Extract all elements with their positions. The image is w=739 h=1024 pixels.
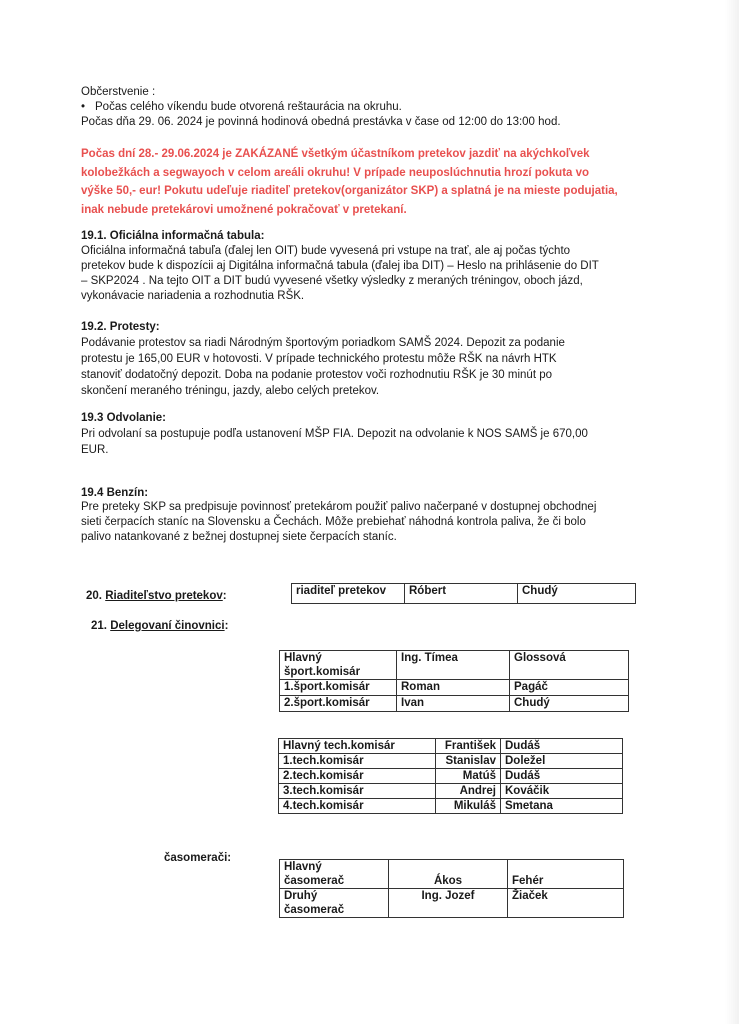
table-cell-first-name: Mikuláš — [436, 799, 501, 814]
table-cell-first-name: Roman — [397, 680, 510, 696]
table-cell-role: riaditeľ pretekov — [292, 584, 405, 604]
table-cell-first-name: František — [436, 739, 501, 754]
refreshments-bullet-text: Počas celého víkendu bude otvorená reštaurácia na okruhu. — [95, 101, 402, 113]
table-row — [280, 651, 629, 680]
section-20-title: Riaditeľstvo pretekov — [105, 590, 223, 602]
table-cell-role: Hlavný tech.komisár — [279, 739, 436, 754]
table-cell-last-name: Chudý — [510, 696, 629, 712]
warning-line: inak nebude pretekárovi umožnené pokračovať v pretekaní. — [81, 203, 407, 216]
section-20-colon: : — [222, 590, 227, 602]
timekeepers-label: časomerači: — [164, 852, 232, 864]
text-line: Pri odvolaní sa postupuje podľa ustanovení MŠP FIA. Depozit na odvolanie k NOS SAMŠ je 670,00 — [81, 428, 588, 440]
table-row — [279, 754, 623, 769]
table-cell-role: 1.šport.komisár — [280, 680, 397, 696]
table-row — [280, 889, 624, 918]
text-line: EUR. — [81, 444, 109, 456]
refreshments-bullet: • — [81, 101, 86, 113]
section-19-3-heading: 19.3 Odvolanie: — [81, 412, 167, 424]
text-line: pretekov bude k dispozícii aj Digitálna informačná tabula (ďalej iba DIT) – Heslo na prihlásenie do DIT — [81, 260, 599, 272]
table-cell-first-name: Ákos — [389, 860, 508, 889]
text-line: sieti čerpacích staníc na Slovensku a Čechách. Môže prebiehať náhodná kontrola paliva, že či bolo — [81, 516, 586, 528]
section-19-4-heading: 19.4 Benzín: — [81, 487, 149, 499]
table-row — [280, 680, 629, 696]
text-line: Pre preteky SKP sa predpisuje povinnosť pretekárom použiť palivo načerpané v dostupnej obchodnej — [81, 501, 597, 513]
text-line: – SKP2024 . Na tejto OIT a DIT budú vyvesené všetky výsledky z meraných tréningov, oboch jázd, — [81, 275, 583, 287]
table-row — [279, 784, 623, 799]
section-20-label — [86, 589, 227, 604]
table-row — [280, 696, 629, 712]
race-director-table — [291, 583, 636, 604]
lunch-break-text: Počas dňa 29. 06. 2024 je povinná hodinová obedná prestávka v čase od 12:00 do 13:00 hod. — [81, 116, 561, 128]
table-cell-last-name: Dudáš — [501, 769, 623, 784]
table-cell-first-name: Stanislav — [436, 754, 501, 769]
table-cell-first-name: Andrej — [436, 784, 501, 799]
text-line: Podávanie protestov sa riadi Národným športovým poriadkom SAMŠ 2024. Depozit za podanie — [81, 337, 565, 349]
table-cell-first-name: Ivan — [397, 696, 510, 712]
text-line: protestu je 165,00 EUR v hotovosti. V prípade technického protestu môže RŠK na návrh HTK — [81, 353, 557, 365]
section-19-2-body — [81, 335, 643, 399]
table-cell-last-name: Pagáč — [510, 680, 629, 696]
section-21-colon: : — [224, 620, 229, 632]
table-cell-last-name: Smetana — [501, 799, 623, 814]
table-cell-last-name: Glossová — [510, 651, 629, 680]
section-21-number: 21. — [91, 620, 107, 632]
section-21-label — [91, 619, 228, 634]
section-19-1-body — [81, 244, 651, 304]
table-cell-role: 3.tech.komisár — [279, 784, 436, 799]
section-19-2-heading: 19.2. Protesty: — [81, 321, 160, 333]
table-cell-first-name: Matúš — [436, 769, 501, 784]
table-cell-role: 2.šport.komisár — [280, 696, 397, 712]
table-row — [279, 769, 623, 784]
table-row — [279, 739, 623, 754]
table-cell-role: 4.tech.komisár — [279, 799, 436, 814]
text-line: Oficiálna informačná tabuľa (ďalej len OIT) bude vyvesená pri vstupe na trať, ale aj počas týchto — [81, 245, 571, 257]
table-cell-last-name: Doležel — [501, 754, 623, 769]
table-cell-role: Druhý časomerač — [280, 889, 389, 918]
table-cell-first-name: Róbert — [405, 584, 518, 604]
section-20-number: 20. — [86, 590, 102, 602]
table-cell-last-name: Dudáš — [501, 739, 623, 754]
warning-line: Počas dní 28.- 29.06.2024 je ZAKÁZANÉ všetkým účastníkom pretekov jazdiť na akýchkoľvek — [81, 148, 590, 160]
timekeepers-table — [279, 859, 624, 918]
warning-line: výške 50,- eur! Pokutu udeľuje riaditeľ pretekov(organizátor SKP) a splatná je na mieste podujatia, — [81, 185, 618, 197]
section-19-1-heading: 19.1. Oficiálna informačná tabula: — [81, 230, 265, 242]
tech-commissioners-table — [278, 738, 623, 814]
text-line: vykonávacie nariadenia a rozhodnutia RŠK. — [81, 290, 305, 302]
table-row — [279, 799, 623, 814]
table-cell-last-name: Fehér — [508, 860, 624, 889]
text-line: palivo natankované z bežnej dostupnej siete čerpacích staníc. — [81, 531, 397, 543]
sport-commissioners-table — [279, 650, 629, 712]
table-cell-last-name: Žiaček — [508, 889, 624, 918]
table-cell-last-name: Chudý — [518, 584, 636, 604]
table-row — [280, 860, 624, 889]
table-cell-role: 1.tech.komisár — [279, 754, 436, 769]
table-cell-first-name: Ing. Tímea — [397, 651, 510, 680]
table-cell-first-name: Ing. Jozef — [389, 889, 508, 918]
text-line: stanoviť dodatočný depozit. Doba na podanie protestov voči rozhodnutiu RŠK je 30 minút po — [81, 369, 553, 381]
text-line: skončení meraného tréningu, jazdy, alebo celých pretekov. — [81, 385, 380, 397]
table-cell-role: Hlavný šport.komisár — [280, 651, 397, 680]
table-row — [292, 584, 636, 604]
table-cell-role: Hlavný časomerač — [280, 860, 389, 889]
table-cell-last-name: Kováčik — [501, 784, 623, 799]
refreshments-heading: Občerstvenie : — [81, 86, 156, 98]
warning-line: kolobežkách a segwayoch v celom areáli okruhu! V prípade neuposlúchnutia hrozí pokuta vo — [81, 166, 590, 179]
section-19-4-body — [81, 500, 651, 545]
warning-block — [81, 145, 651, 219]
section-19-3-body — [81, 426, 651, 458]
table-cell-role: 2.tech.komisár — [279, 769, 436, 784]
section-21-title: Delegovaní činovnici — [110, 620, 225, 632]
scan-edge-shadow — [725, 0, 739, 1024]
